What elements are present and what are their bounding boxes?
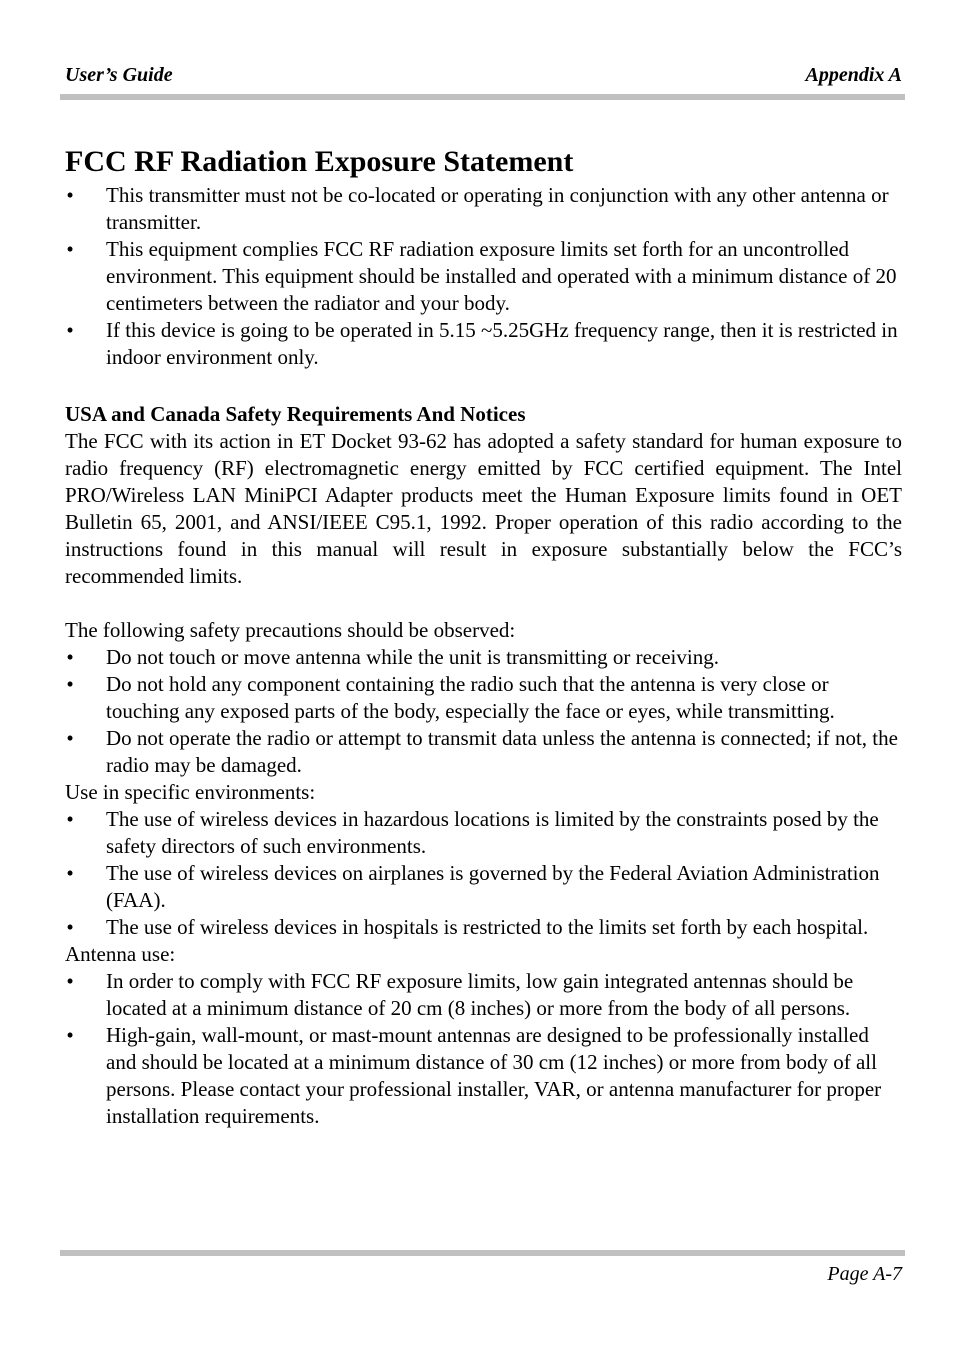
bullet-icon: • [66,861,74,885]
list-item-text: Do not operate the radio or attempt to transmit data unless the antenna is connected; if not, the radio may be damaged. [106,726,898,777]
list-item-text: This equipment complies FCC RF radiation exposure limits set forth for an uncontrolled environment. This equipment should be installed and operated with a minimum distance of 20 centimeters between the radiator and your body. [106,237,897,315]
list-item [65,1022,902,1130]
spacer [65,590,902,617]
precautions-list [65,644,902,779]
list-item-text: The use of wireless devices on airplanes is governed by the Federal Aviation Administration (FAA). [106,861,880,912]
list-item [65,914,902,941]
antenna-list [65,968,902,1130]
environments-list [65,806,902,941]
page-title: FCC RF Radiation Exposure Statement [65,145,574,178]
environments-intro: Use in specific environments: [65,780,316,804]
bullet-icon: • [66,807,74,831]
section-heading: USA and Canada Safety Requirements And Notices [65,402,526,426]
bullet-icon: • [66,969,74,993]
page-header [65,64,902,92]
bullet-icon: • [66,915,74,939]
list-item-text: Do not hold any component containing the radio such that the antenna is very close or touching any exposed parts of the body, especially the face or eyes, while transmitting. [106,672,835,723]
page-number: Page A-7 [827,1263,902,1285]
header-guide-title: User’s Guide [65,64,173,86]
bullet-icon: • [66,237,74,261]
list-item-text: If this device is going to be operated in 5.15 ~5.25GHz frequency range, then it is restricted in indoor environment only. [106,318,898,369]
intro-bullet-list [65,182,902,371]
bullet-icon: • [66,726,74,750]
spacer [65,371,902,401]
list-item [65,725,902,779]
bullet-icon: • [66,183,74,207]
footer-divider [60,1250,905,1256]
antenna-intro: Antenna use: [65,942,176,966]
page-content [65,142,902,1130]
header-appendix-label: Appendix A [805,64,902,86]
list-item-text: The use of wireless devices in hazardous locations is limited by the constraints posed by the safety directors of such environments. [106,807,879,858]
bullet-icon: • [66,318,74,342]
list-item [65,806,902,860]
list-item-text: In order to comply with FCC RF exposure limits, low gain integrated antennas should be located at a minimum distance of 20 cm (8 inches) or more from the body of all persons. [106,969,854,1020]
list-item [65,182,902,236]
list-item [65,236,902,317]
section-paragraph: The FCC with its action in ET Docket 93-62 has adopted a safety standard for human exposure to radio frequency (RF) electromagnetic energy emitted by FCC certified equipment. The Intel PRO/Wireless LAN MiniPCI Adapter products meet the Human Exposure limits found in OET Bulletin 65, 2001, and ANSI/IEEE C95.1, 1992. Proper operation of this radio according to the instructions found in this manual will result in exposure substantially below the FCC’s recommended limits. [65,429,902,588]
list-item [65,671,902,725]
list-item [65,644,902,671]
list-item [65,968,902,1022]
list-item-text: This transmitter must not be co-located or operating in conjunction with any other antenna or transmitter. [106,183,889,234]
bullet-icon: • [66,672,74,696]
header-divider [60,94,905,100]
precautions-intro: The following safety precautions should be observed: [65,618,516,642]
list-item-text: Do not touch or move antenna while the unit is transmitting or receiving. [106,645,719,669]
list-item-text: High-gain, wall-mount, or mast-mount antennas are designed to be professionally installed and should be located at a minimum distance of 30 cm (12 inches) or more from body of all persons. Please contact your professional installer, VAR, or antenna manufacturer for proper installation requirements. [106,1023,882,1128]
list-item [65,317,902,371]
bullet-icon: • [66,1023,74,1047]
bullet-icon: • [66,645,74,669]
list-item [65,860,902,914]
list-item-text: The use of wireless devices in hospitals is restricted to the limits set forth by each hospital. [106,915,869,939]
